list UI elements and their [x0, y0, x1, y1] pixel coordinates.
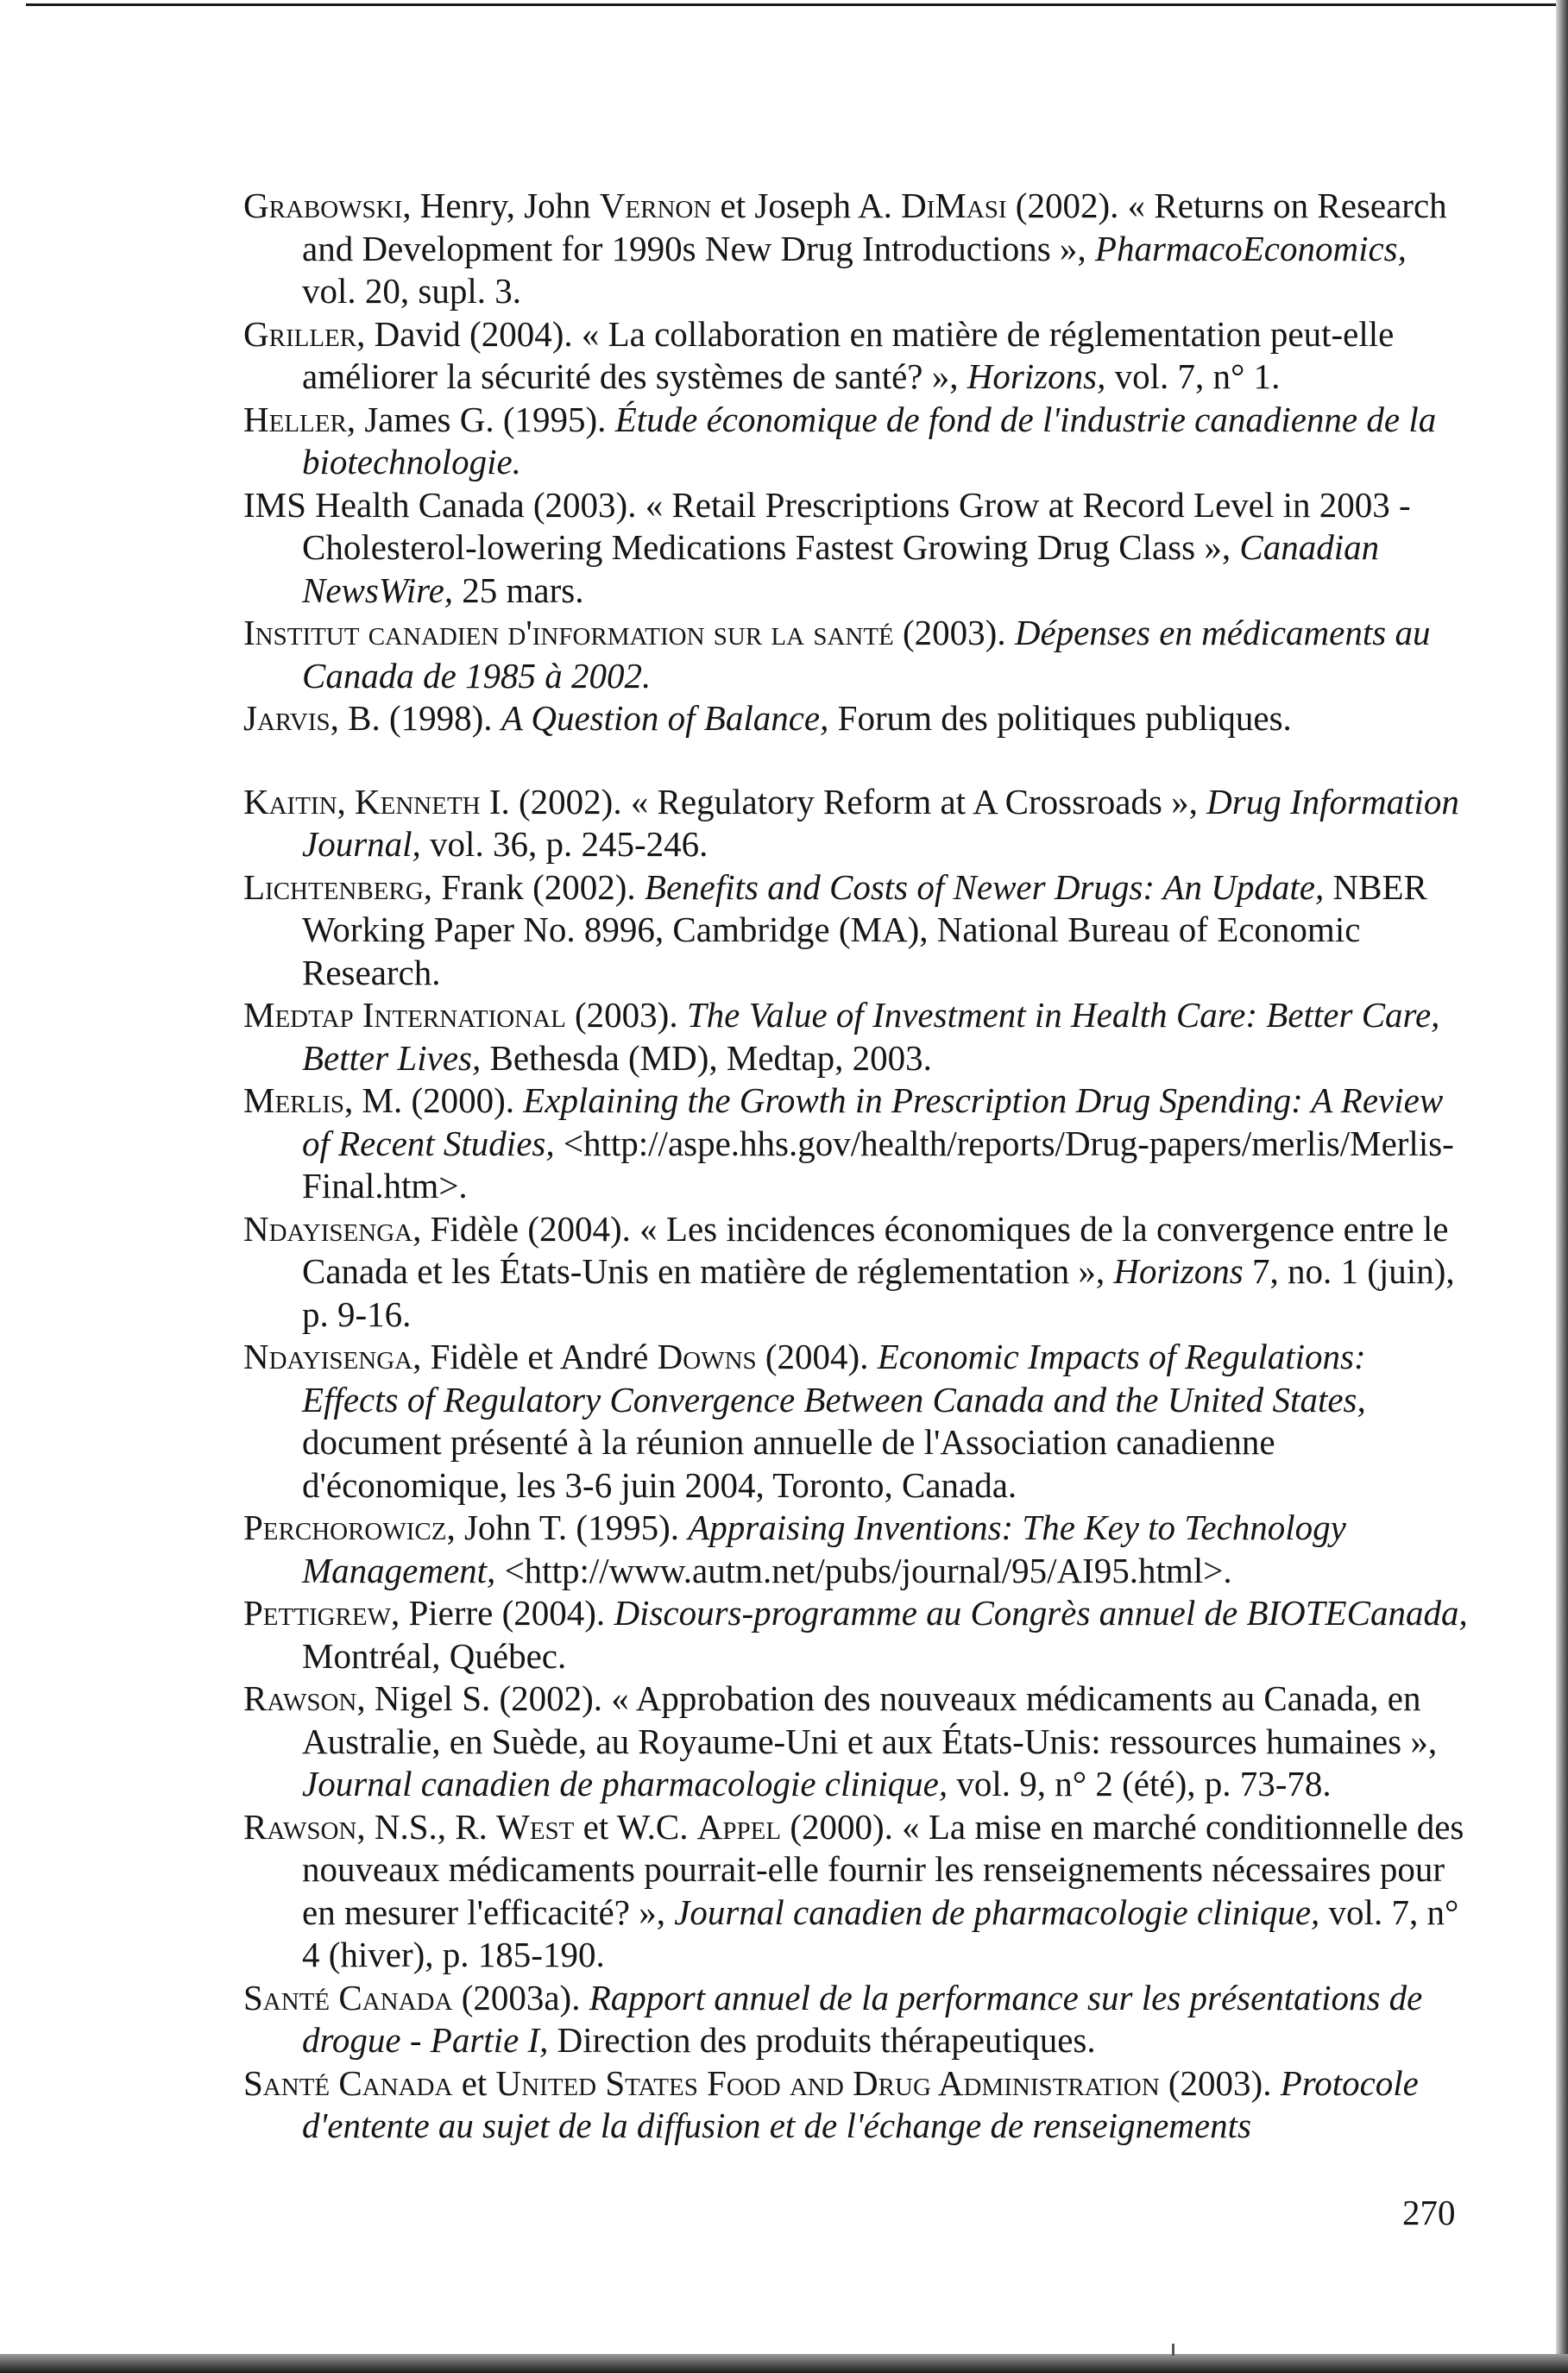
reference-entry: Institut canadien d'information sur la santé (2003). Dépenses en médicaments au Canada de 1985 à 2002.	[243, 613, 1431, 696]
scan-top-rule	[26, 3, 1568, 6]
reference-entry: Kaitin, Kenneth I. (2002). « Regulatory Reform at A Crossroads », Drug Information Journal, vol. 36, p. 245-246.	[243, 781, 1459, 864]
reference-entry: Merlis, M. (2000). Explaining the Growth in Prescription Drug Spending: A Review of Recent Studies, <http://aspe.hhs.gov/health/reports/Drug-papers/merlis/Merlis-Final.htm>.	[243, 1080, 1454, 1205]
scan-bottom-mark	[1172, 2344, 1174, 2356]
reference-entry: Grabowski, Henry, John Vernon et Joseph A. DiMasi (2002). « Returns on Research and Development for 1990s New Drug Introductions », PharmacoEconomics, vol. 20, supl. 3.	[243, 186, 1447, 311]
reference-entry: Perchorowicz, John T. (1995). Appraising Inventions: The Key to Technology Management, <http://www.autm.net/pubs/journal/95/AI95.html>.	[243, 1508, 1346, 1590]
scan-bottom-shadow	[0, 2354, 1568, 2373]
reference-entry: Santé Canada (2003a). Rapport annuel de la performance sur les présentations de drogue - Partie I, Direction des produits thérapeutiques.	[243, 1977, 1423, 2060]
reference-entry: Medtap International (2003). The Value of Investment in Health Care: Better Care, Better Lives, Bethesda (MD), Medtap, 2003.	[243, 995, 1440, 1078]
reference-entry: Heller, James G. (1995). Étude économique de fond de l'industrie canadienne de la biotechnologie.	[243, 399, 1437, 482]
reference-list	[243, 185, 1469, 2148]
page-number: 270	[1402, 2193, 1456, 2232]
reference-entry: Pettigrew, Pierre (2004). Discours-programme au Congrès annuel de BIOTECanada, Montréal, Québec.	[243, 1593, 1468, 1676]
reference-entry: Rawson, Nigel S. (2002). « Approbation des nouveaux médicaments au Canada, en Australie, en Suède, au Royaume-Uni et aux États-Unis: ressources humaines », Journal canadien de pharmacologie clinique, vol. 9, n° 2 (été), p. 73-78.	[243, 1678, 1438, 1803]
reference-entry: Jarvis, B. (1998). A Question of Balance, Forum des politiques publiques.	[243, 698, 1292, 738]
reference-entry: Griller, David (2004). « La collaboration en matière de réglementation peut-elle améliorer la sécurité des systèmes de santé? », Horizons, vol. 7, n° 1.	[243, 313, 1395, 396]
reference-entry: Lichtenberg, Frank (2002). Benefits and Costs of Newer Drugs: An Update, NBER Working Paper No. 8996, Cambridge (MA), National Bureau of Economic Research.	[243, 866, 1427, 992]
reference-entry: Rawson, N.S., R. West et W.C. Appel (2000). « La mise en marché conditionnelle des nouveaux médicaments pourrait-elle fournir les renseignements nécessaires pour en mesurer l'efficacité? », Journal canadien de pharmacologie clinique, vol. 7, n° 4 (hiver), p. 185-190.	[243, 1806, 1464, 1974]
reference-entry: Santé Canada et United States Food and Drug Administration (2003). Protocole d'entente au sujet de la diffusion et de l'échange de renseignements	[243, 2062, 1419, 2145]
reference-entry: Ndayisenga, Fidèle et André Downs (2004). Economic Impacts of Regulations: Effects of Regulatory Convergence Between Canada and the United States, document présenté à la réunion annuelle de l'Association canadienne d'économique, les 3-6 juin 2004, Toronto, Canada.	[243, 1337, 1366, 1505]
reference-entry: IMS Health Canada (2003). « Retail Prescriptions Grow at Record Level in 2003 - Cholesterol-lowering Medications Fastest Growing Drug Class », Canadian NewsWire, 25 mars.	[243, 484, 1411, 610]
reference-entry: Ndayisenga, Fidèle (2004). « Les incidences économiques de la convergence entre le Canada et les États-Unis en matière de réglementation », Horizons 7, no. 1 (juin), p. 9-16.	[243, 1208, 1455, 1334]
scan-right-edge	[1556, 0, 1568, 2373]
